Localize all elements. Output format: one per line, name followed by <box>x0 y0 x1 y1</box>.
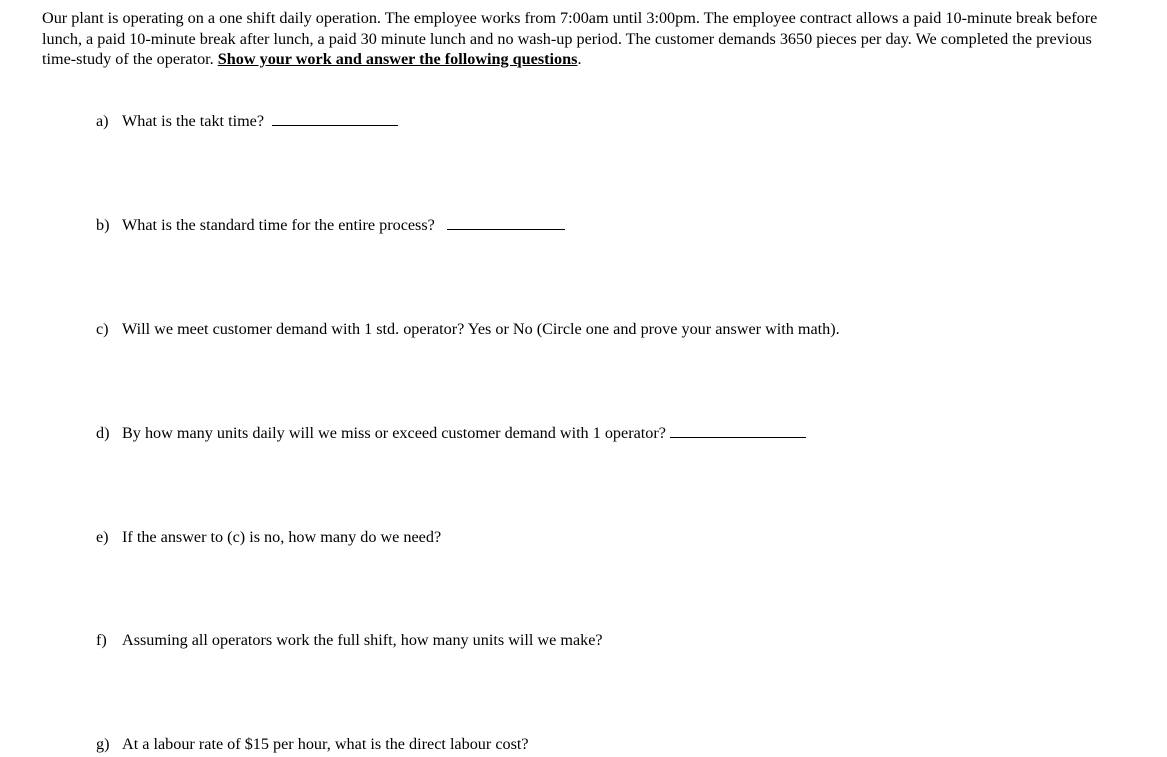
problem-end-punctuation: . <box>577 50 582 68</box>
question-text: What is the takt time? <box>122 112 265 130</box>
question-f <box>96 630 603 650</box>
answer-blank-d[interactable] <box>670 423 806 438</box>
question-letter: b) <box>96 216 110 234</box>
question-letter: d) <box>96 424 110 442</box>
question-text: At a labour rate of $15 per hour, what is the direct labour cost? <box>122 735 529 753</box>
instruction-emphasis: Show your work and answer the following questions <box>217 50 578 68</box>
question-a <box>96 111 398 131</box>
question-e <box>96 527 441 547</box>
question-text: If the answer to (c) is no, how many do we need? <box>122 528 442 546</box>
question-letter: g) <box>96 735 110 753</box>
question-c <box>96 319 840 339</box>
question-d <box>96 423 806 443</box>
problem-text: Our plant is operating on a one shift daily operation. The employee works from 7:00am until 3:00pm. The employee contract allows a paid 10-minute break before lunch, a paid 10-minute break after lunch, a paid 30 minute lunch and no wash-up period. The customer demands 3650 pieces per day. We completed the previous time-study of the operator. <box>42 9 1098 68</box>
question-letter: e) <box>96 528 109 546</box>
question-b <box>96 215 565 235</box>
question-text: By how many units daily will we miss or exceed customer demand with 1 operator? <box>122 424 666 442</box>
question-text: What is the standard time for the entire process? <box>122 216 435 234</box>
question-letter: a) <box>96 112 109 130</box>
question-letter: f) <box>96 631 107 649</box>
answer-blank-a[interactable] <box>272 111 398 126</box>
answer-blank-b[interactable] <box>447 215 565 230</box>
question-g <box>96 734 529 754</box>
question-text: Assuming all operators work the full shift, how many units will we make? <box>122 631 603 649</box>
question-text: Will we meet customer demand with 1 std. operator? Yes or No (Circle one and prove your answer with math). <box>122 320 840 338</box>
problem-statement <box>42 8 1112 70</box>
question-letter: c) <box>96 320 109 338</box>
